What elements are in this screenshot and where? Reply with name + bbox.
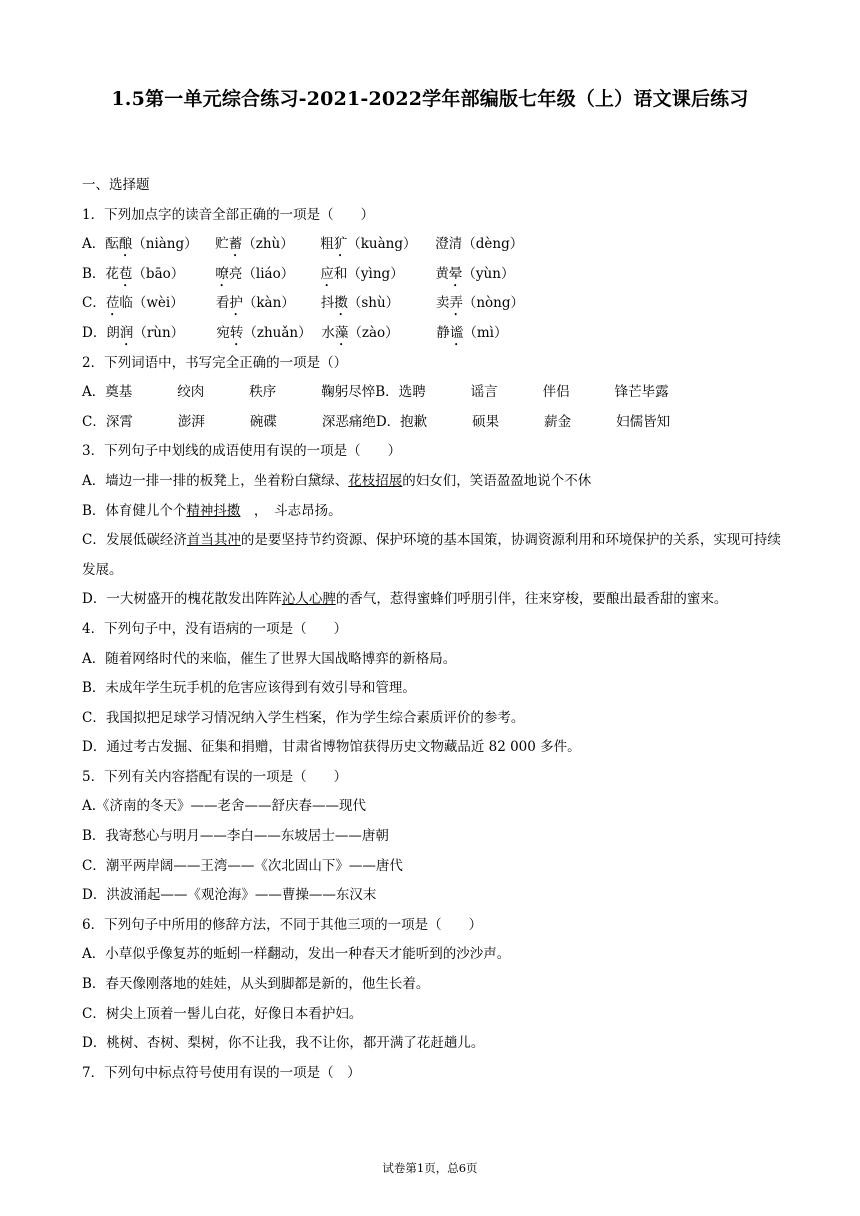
option-word: 奠基 [105, 384, 133, 401]
option-item: 粗犷（kuàng） [320, 236, 417, 253]
option-word: 绞肉 [177, 384, 205, 401]
question-4-option-c: C．我国拟把足球学习情况纳入学生档案，作为学生综合素质评价的参考。 [82, 709, 525, 726]
question-6-stem: 6．下列句子中所用的修辞方法，不同于其他三项的一项是（ ） [82, 916, 483, 933]
option-item: 应和（yìng） [320, 265, 404, 282]
option-word: 薪金 [544, 413, 572, 430]
question-6-option-b: B．春天像刚落地的娃娃，从头到脚都是新的，他生长着。 [82, 976, 430, 993]
option-item: 澄清（dèng） [435, 236, 524, 253]
question-1-option-a: A．酝酿（niàng） 贮蓄（zhù） 粗犷（kuàng） 澄清（dèng） [82, 230, 782, 260]
question-5-stem: 5．下列有关内容搭配有误的一项是（ ） [82, 768, 348, 785]
question-7-stem: 7．下列句中标点符号使用有误的一项是（ ） [82, 1064, 361, 1081]
option-word: 选聘 [398, 384, 426, 401]
option-item: 酝酿（niàng） [105, 236, 198, 253]
underlined-idiom: 沁人心脾 [281, 591, 336, 608]
underlined-idiom: 首当其冲 [186, 532, 241, 549]
option-word: 硕果 [472, 413, 500, 430]
question-6-option-d: D．桃树、杏树、梨树，你不让我，我不让你，都开满了花赶趟儿。 [82, 1035, 485, 1052]
option-word: 妇儒皆知 [616, 413, 671, 430]
question-5-option-c: C．潮平两岸阔——王湾——《次北固山下》——唐代 [82, 857, 403, 874]
question-5-option-d: D．洪波涌起——《观沧海》——曹操——东汉末 [82, 887, 377, 904]
option-item: 黄晕（yùn） [435, 265, 515, 282]
question-3-stem: 3．下列句子中划线的成语使用有误的一项是（ ） [82, 443, 402, 460]
question-4-option-a: A．随着网络时代的来临，催生了世界大国战略博弈的新格局。 [82, 650, 457, 667]
option-item: 抖擞（shù） [320, 295, 400, 312]
underlined-idiom: 精神抖擞 [186, 502, 241, 519]
question-1-option-c: C．莅临（wèi） 看护（kàn） 抖擞（shù） 卖弄（nòng） [82, 289, 782, 319]
option-item: 静谧（mì） [436, 324, 508, 341]
page-footer: 试卷第1页，总6页 [382, 1161, 478, 1175]
underlined-idiom: 花枝招展 [348, 472, 403, 489]
question-5-option-b: B．我寄愁心与明月——李白——东坡居士——唐朝 [82, 828, 389, 845]
option-word: 深恶痛绝 [321, 413, 376, 430]
option-item: 嘹亮（liáo） [215, 265, 295, 282]
question-1-stem: 1．下列加点字的读音全部正确的一项是（ ） [82, 206, 375, 223]
question-6-option-a: A．小草似乎像复苏的蚯蚓一样翻动，发出一种春天才能听到的沙沙声。 [82, 946, 511, 963]
option-item: 贮蓄（zhù） [215, 236, 294, 253]
option-word: 秩序 [249, 384, 277, 401]
option-item: 朗润（rùn） [106, 324, 185, 341]
question-6-option-c: C．树尖上顶着一髻儿白花，好像日本看护妇。 [82, 1005, 363, 1022]
option-word: 深霄 [105, 413, 133, 430]
option-item: 莅临（wèi） [105, 295, 184, 312]
option-item: 看护（kàn） [215, 295, 295, 312]
option-word: 鞠躬尽悴 [321, 384, 376, 401]
page-title: 1.5第一单元综合练习-2021-2022学年部编版七年级（上）语文课后练习 [111, 88, 749, 110]
option-word: 抱歉 [400, 413, 428, 430]
option-word: 谣言 [470, 384, 498, 401]
question-4-option-b: B．未成年学生玩手机的危害应该得到有效引导和管理。 [82, 680, 416, 697]
question-1-option-d: D．朗润（rùn） 宛转（zhuǎn） 水藻（zào） 静谧（mì） [82, 319, 782, 349]
option-item: 卖弄（nòng） [435, 295, 525, 312]
question-2-stem: 2．下列词语中，书写完全正确的一项是（） [82, 354, 348, 371]
question-4-stem: 4．下列句子中，没有语病的一项是（ ） [82, 620, 348, 637]
option-word: 碗碟 [249, 413, 277, 430]
option-item: 水藻（zào） [321, 324, 399, 341]
question-3-option-b: B．体育健儿个个精神抖擞 ， 斗志昂扬。 [82, 502, 342, 519]
option-word: 澎湃 [177, 413, 205, 430]
option-item: 花苞（bāo） [105, 265, 185, 282]
question-2-row-ab: A．奠基 绞肉 秩序 鞠躬尽悴B．选聘 谣言 伴侣 锋芒毕露 [82, 378, 782, 408]
question-1-option-b: B．花苞（bāo） 嘹亮（liáo） 应和（yìng） 黄晕（yùn） [82, 260, 782, 290]
question-3-option-d: D．一大树盛开的槐花散发出阵阵沁人心脾的香气，惹得蜜蜂们呼朋引伴，往来穿梭，要酿出最香甜的蜜来。 [82, 591, 728, 608]
question-3-option-a: A．墙边一排一排的板凳上，坐着粉白黛绿、花枝招展的妇女们，笑语盈盈地说个不休 [82, 472, 592, 489]
option-item: 宛转（zhuǎn） [216, 324, 312, 341]
exam-content [82, 171, 782, 1088]
question-3-option-c: C．发展低碳经济首当其冲的是要坚持节约资源、保护环境的基本国策，协调资源利用和环境保护的关系，实现可持续发展。 [82, 532, 781, 578]
option-word: 锋芒毕露 [614, 384, 669, 401]
question-4-option-d: D．通过考古发掘、征集和捐赠，甘肃省博物馆获得历史文物藏品近 82 000 多件。 [82, 739, 581, 756]
option-word: 伴侣 [542, 384, 570, 401]
question-5-option-a: A.《济南的冬天》——老舍——舒庆春——现代 [82, 798, 367, 815]
question-2-row-cd: C．深霄 澎湃 碗碟 深恶痛绝D．抱歉 硕果 薪金 妇儒皆知 [82, 408, 782, 438]
section-heading: 一、选择题 [82, 177, 150, 193]
